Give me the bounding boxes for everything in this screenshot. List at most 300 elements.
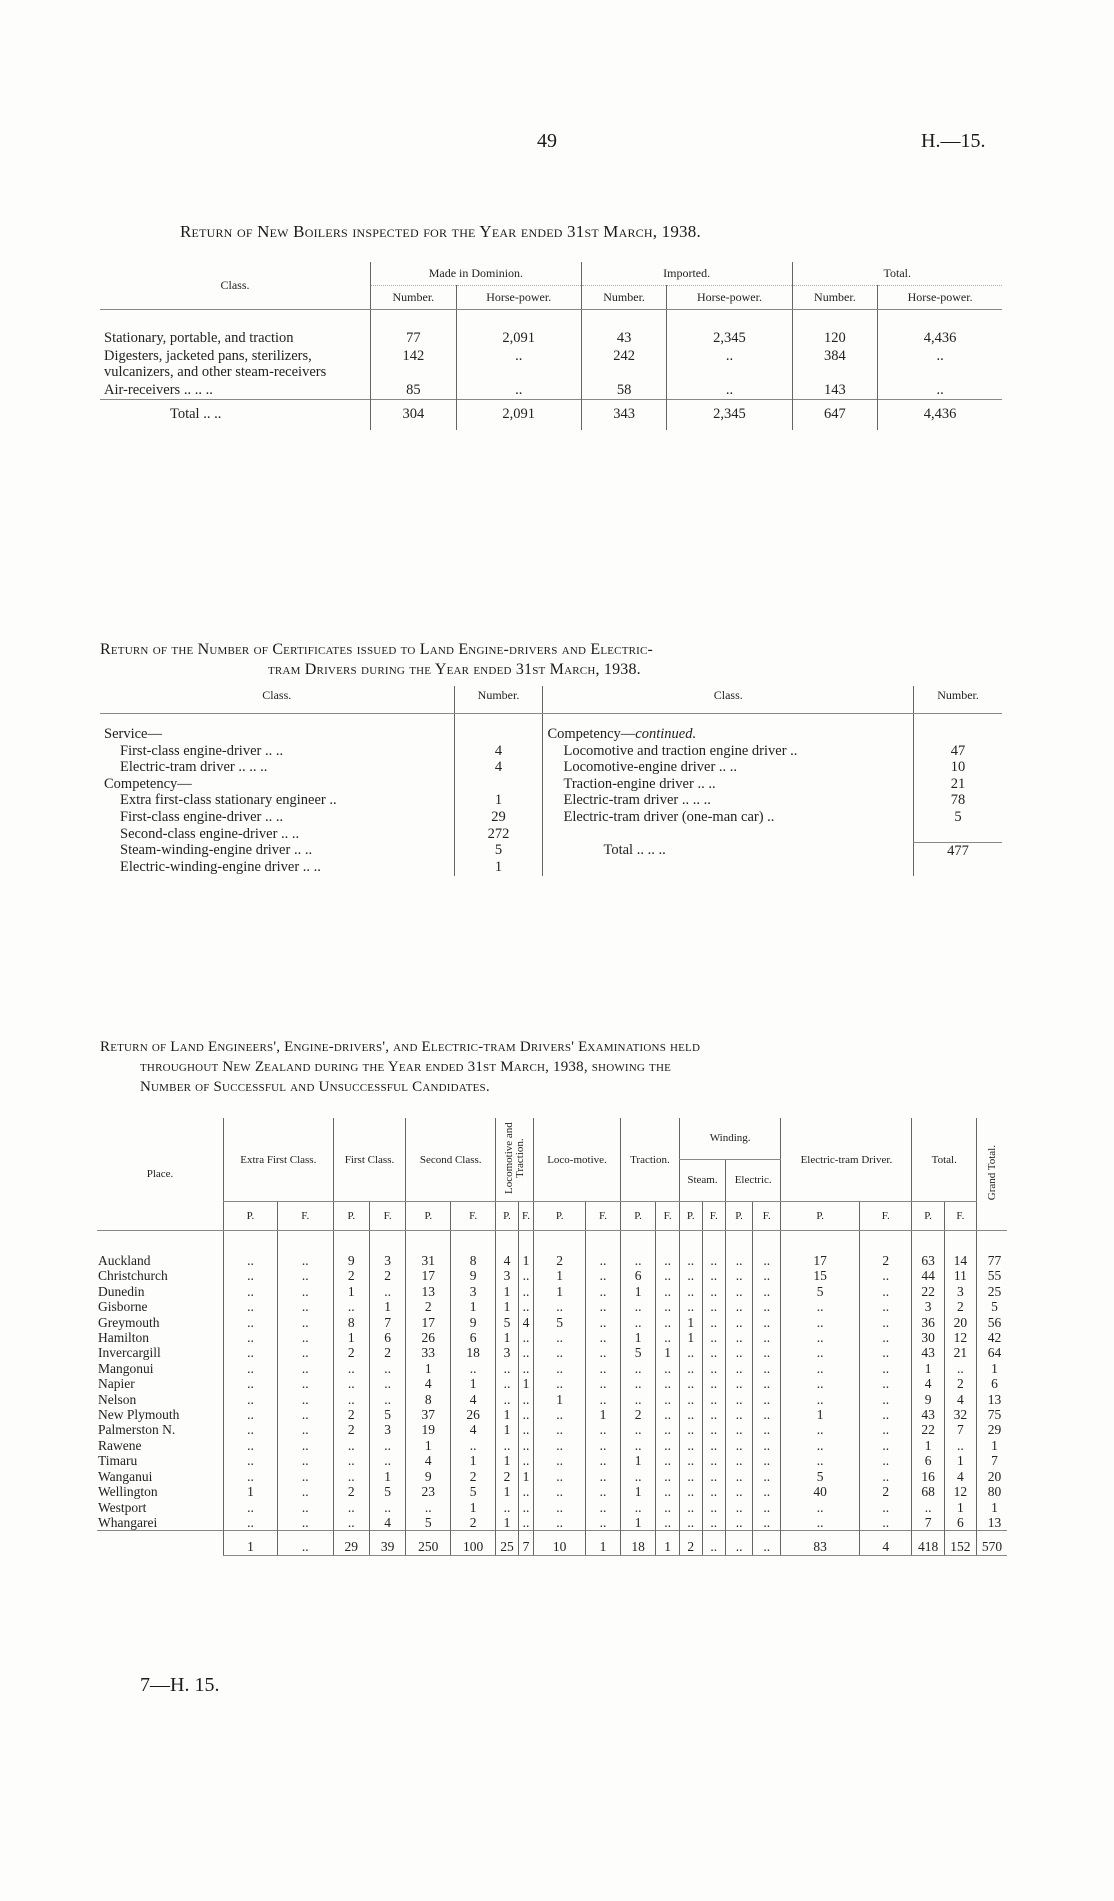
place-name: Whangarei bbox=[98, 1514, 158, 1530]
row-value: 1 bbox=[977, 1438, 1008, 1453]
row-value: .. bbox=[753, 1268, 781, 1283]
certificates-table bbox=[100, 686, 1002, 876]
row-value: .. bbox=[224, 1500, 278, 1515]
col-passed: P. bbox=[781, 1202, 860, 1231]
row-value: .. bbox=[753, 1438, 781, 1453]
row-value: .. bbox=[333, 1469, 369, 1484]
row-value: .. bbox=[860, 1515, 912, 1531]
left-number: 1 bbox=[454, 792, 543, 809]
row-value: .. bbox=[753, 1315, 781, 1330]
row-value: .. bbox=[224, 1361, 278, 1376]
row-value: .. bbox=[333, 1515, 369, 1531]
row-value: 1 bbox=[656, 1345, 680, 1360]
row-value: 6 bbox=[977, 1376, 1008, 1391]
row-value: 4 bbox=[496, 1231, 519, 1269]
row-value: .. bbox=[679, 1500, 702, 1515]
col-passed: P. bbox=[496, 1202, 519, 1231]
row-value: 2 bbox=[333, 1484, 369, 1499]
row-value: 1 bbox=[518, 1231, 533, 1269]
row-value: 5 bbox=[451, 1484, 496, 1499]
right-class: Locomotive and traction engine driver .. bbox=[543, 743, 914, 760]
row-value: 32 bbox=[944, 1407, 976, 1422]
col-failed: F. bbox=[860, 1202, 912, 1231]
place-name: Wanganui bbox=[98, 1468, 153, 1484]
row-value: .. bbox=[620, 1438, 655, 1453]
row-value: 5 bbox=[496, 1315, 519, 1330]
row-value: .. bbox=[781, 1345, 860, 1360]
row-value: 37 bbox=[406, 1407, 451, 1422]
row-value: 5 bbox=[781, 1284, 860, 1299]
row-value: .. bbox=[534, 1438, 586, 1453]
row-value: 7 bbox=[912, 1515, 944, 1531]
row-value: .. bbox=[753, 1469, 781, 1484]
table2-title-line2: tram Drivers during the Year ended 31st March, 1938. bbox=[268, 661, 641, 678]
row-value: 9 bbox=[451, 1268, 496, 1283]
row-value: 1 bbox=[224, 1484, 278, 1499]
row-value: .. bbox=[781, 1315, 860, 1330]
row-value: 22 bbox=[912, 1284, 944, 1299]
col-failed: F. bbox=[656, 1202, 680, 1231]
table-row bbox=[97, 1345, 1007, 1360]
row-value: .. bbox=[456, 347, 581, 381]
row-value: .. bbox=[725, 1515, 752, 1531]
place-name: Christchurch bbox=[98, 1268, 168, 1284]
row-value: 3 bbox=[369, 1231, 405, 1269]
table2-title-line1: Return of the Number of Certificates issued to Land Engine-drivers and Electric- bbox=[100, 641, 654, 658]
row-value: .. bbox=[224, 1345, 278, 1360]
row-value: .. bbox=[679, 1438, 702, 1453]
row-value: 36 bbox=[912, 1315, 944, 1330]
row-value: 1 bbox=[406, 1361, 451, 1376]
sub-number: Number. bbox=[581, 286, 667, 310]
row-value: .. bbox=[781, 1299, 860, 1314]
place-name: Dunedin bbox=[98, 1283, 145, 1299]
row-value: .. bbox=[333, 1299, 369, 1314]
row-value: .. bbox=[656, 1407, 680, 1422]
row-value: .. bbox=[679, 1268, 702, 1283]
row-value: .. bbox=[620, 1422, 655, 1437]
row-value: 143 bbox=[792, 381, 878, 400]
right-number bbox=[914, 714, 1002, 743]
row-value: 77 bbox=[977, 1231, 1008, 1269]
row-value: .. bbox=[656, 1500, 680, 1515]
row-value: .. bbox=[781, 1392, 860, 1407]
row-value: .. bbox=[277, 1330, 333, 1345]
row-value: .. bbox=[702, 1299, 725, 1314]
row-value: 1 bbox=[496, 1330, 519, 1345]
place-name: Hamilton bbox=[98, 1330, 149, 1346]
row-value: 3 bbox=[369, 1422, 405, 1437]
place-name: Timaru bbox=[98, 1453, 138, 1469]
total-value: 4,436 bbox=[878, 400, 1002, 431]
row-value: .. bbox=[369, 1438, 405, 1453]
row-value: .. bbox=[679, 1469, 702, 1484]
row-value: 14 bbox=[944, 1231, 976, 1269]
row-value: .. bbox=[860, 1469, 912, 1484]
row-value: 42 bbox=[977, 1330, 1008, 1345]
right-number: 10 bbox=[914, 759, 1002, 776]
row-value: 2 bbox=[944, 1376, 976, 1391]
row-value: 40 bbox=[781, 1484, 860, 1499]
row-value: 7 bbox=[369, 1315, 405, 1330]
row-value: 1 bbox=[944, 1500, 976, 1515]
row-value: .. bbox=[860, 1422, 912, 1437]
row-value: .. bbox=[518, 1422, 533, 1437]
row-value: .. bbox=[586, 1231, 621, 1269]
right-number: 5 bbox=[914, 809, 1002, 826]
row-value: 1 bbox=[534, 1392, 586, 1407]
row-value: 1 bbox=[451, 1500, 496, 1515]
row-label: Air-receivers .. .. .. bbox=[104, 382, 213, 398]
row-value: .. bbox=[586, 1299, 621, 1314]
row-value: 30 bbox=[912, 1330, 944, 1345]
row-value: 4 bbox=[912, 1376, 944, 1391]
row-value: .. bbox=[702, 1407, 725, 1422]
row-value: .. bbox=[753, 1500, 781, 1515]
row-value: .. bbox=[277, 1231, 333, 1269]
row-value: .. bbox=[224, 1407, 278, 1422]
total-value: 2,091 bbox=[456, 400, 581, 431]
row-value: .. bbox=[277, 1453, 333, 1468]
row-value: .. bbox=[860, 1376, 912, 1391]
row-value: .. bbox=[725, 1469, 752, 1484]
total-value: .. bbox=[277, 1531, 333, 1555]
row-value: .. bbox=[702, 1453, 725, 1468]
row-value: 2 bbox=[369, 1345, 405, 1360]
row-value: .. bbox=[944, 1438, 976, 1453]
col-passed: P. bbox=[620, 1202, 655, 1231]
col-failed: F. bbox=[702, 1202, 725, 1231]
row-value: .. bbox=[224, 1299, 278, 1314]
row-value: 1 bbox=[369, 1469, 405, 1484]
col-passed: P. bbox=[224, 1202, 278, 1231]
row-value: .. bbox=[656, 1284, 680, 1299]
left-number: 1 bbox=[454, 859, 543, 876]
row-value: .. bbox=[725, 1376, 752, 1391]
row-value: .. bbox=[586, 1422, 621, 1437]
total-value: 7 bbox=[518, 1531, 533, 1555]
total-value: 570 bbox=[977, 1531, 1008, 1555]
row-value: .. bbox=[725, 1422, 752, 1437]
row-value: 19 bbox=[406, 1422, 451, 1437]
row-value: .. bbox=[534, 1361, 586, 1376]
row-value: .. bbox=[702, 1500, 725, 1515]
row-value: 1 bbox=[679, 1315, 702, 1330]
row-value: .. bbox=[518, 1438, 533, 1453]
row-value: 1 bbox=[944, 1453, 976, 1468]
row-value: 20 bbox=[944, 1315, 976, 1330]
col-failed: F. bbox=[369, 1202, 405, 1231]
total-value: .. bbox=[753, 1531, 781, 1555]
row-value: 31 bbox=[406, 1231, 451, 1269]
row-label: Stationary, portable, and traction bbox=[104, 330, 294, 346]
row-value: .. bbox=[224, 1392, 278, 1407]
place-name: Mangonui bbox=[98, 1360, 154, 1376]
table-row bbox=[100, 759, 1002, 776]
row-value: 77 bbox=[371, 310, 457, 348]
row-value: .. bbox=[224, 1515, 278, 1531]
row-value: .. bbox=[679, 1345, 702, 1360]
row-value: 9 bbox=[912, 1392, 944, 1407]
row-value: .. bbox=[860, 1407, 912, 1422]
group-loco-traction: Locomotive and Traction. bbox=[502, 1122, 526, 1194]
row-value: 1 bbox=[369, 1299, 405, 1314]
row-value: 1 bbox=[451, 1453, 496, 1468]
row-value: 1 bbox=[451, 1299, 496, 1314]
right-heading: Competency— bbox=[547, 726, 636, 742]
row-value: .. bbox=[518, 1484, 533, 1499]
row-value: .. bbox=[656, 1438, 680, 1453]
table-row bbox=[97, 1361, 1007, 1376]
row-value: .. bbox=[369, 1284, 405, 1299]
row-value: .. bbox=[753, 1231, 781, 1269]
col-place: Place. bbox=[97, 1118, 224, 1231]
table-row bbox=[97, 1453, 1007, 1468]
row-value: .. bbox=[725, 1330, 752, 1345]
row-value: .. bbox=[679, 1299, 702, 1314]
table-row bbox=[100, 809, 1002, 826]
winding-electric: Electric. bbox=[725, 1159, 780, 1201]
row-value: .. bbox=[753, 1422, 781, 1437]
row-value: .. bbox=[912, 1500, 944, 1515]
table-row bbox=[97, 1422, 1007, 1437]
row-value: .. bbox=[518, 1361, 533, 1376]
col-failed: F. bbox=[451, 1202, 496, 1231]
row-value: 5 bbox=[369, 1484, 405, 1499]
row-value: .. bbox=[277, 1407, 333, 1422]
right-total-value: 477 bbox=[914, 842, 1002, 859]
row-value: 6 bbox=[912, 1453, 944, 1468]
left-class: First-class engine-driver .. .. bbox=[120, 808, 284, 825]
row-value: .. bbox=[753, 1392, 781, 1407]
row-value: 44 bbox=[912, 1268, 944, 1283]
left-number bbox=[454, 776, 543, 793]
row-value: .. bbox=[406, 1500, 451, 1515]
row-value: 2 bbox=[333, 1407, 369, 1422]
left-number: 4 bbox=[454, 743, 543, 760]
table1-title: Return of New Boilers inspected for the Year ended 31st March, 1938. bbox=[180, 222, 701, 241]
col-failed: F. bbox=[277, 1202, 333, 1231]
row-value: 2 bbox=[944, 1299, 976, 1314]
right-total-label: Total .. .. .. bbox=[543, 842, 914, 859]
row-value: .. bbox=[586, 1515, 621, 1531]
row-value: .. bbox=[878, 381, 1002, 400]
row-value: .. bbox=[534, 1484, 586, 1499]
place-name: Gisborne bbox=[98, 1299, 148, 1315]
row-value: .. bbox=[725, 1453, 752, 1468]
row-value: .. bbox=[586, 1453, 621, 1468]
row-value: .. bbox=[586, 1361, 621, 1376]
row-value: .. bbox=[451, 1361, 496, 1376]
page-footer: 7—H. 15. bbox=[140, 1674, 220, 1696]
total-value: 2,345 bbox=[667, 400, 792, 431]
row-value: .. bbox=[656, 1299, 680, 1314]
row-value: .. bbox=[860, 1315, 912, 1330]
row-value: .. bbox=[781, 1422, 860, 1437]
row-value: 2 bbox=[451, 1469, 496, 1484]
row-value: .. bbox=[860, 1268, 912, 1283]
row-value: .. bbox=[781, 1500, 860, 1515]
left-class: First-class engine-driver .. .. bbox=[120, 742, 284, 759]
row-value: .. bbox=[725, 1484, 752, 1499]
row-value: 1 bbox=[496, 1407, 519, 1422]
table-row bbox=[100, 743, 1002, 760]
row-value: 3 bbox=[944, 1284, 976, 1299]
left-number: 29 bbox=[454, 809, 543, 826]
row-value: 5 bbox=[781, 1469, 860, 1484]
new-boilers-table bbox=[100, 262, 1002, 430]
row-value: .. bbox=[277, 1500, 333, 1515]
row-value: 1 bbox=[333, 1284, 369, 1299]
total-value: 647 bbox=[792, 400, 878, 431]
row-value: .. bbox=[702, 1268, 725, 1283]
row-value: 5 bbox=[534, 1315, 586, 1330]
group-imported: Imported. bbox=[581, 262, 792, 286]
row-value: .. bbox=[333, 1361, 369, 1376]
row-value: 17 bbox=[406, 1315, 451, 1330]
row-value: .. bbox=[277, 1361, 333, 1376]
table-row bbox=[100, 826, 1002, 843]
row-value: .. bbox=[753, 1330, 781, 1345]
row-value: .. bbox=[518, 1299, 533, 1314]
row-value: 2 bbox=[496, 1469, 519, 1484]
row-value: .. bbox=[586, 1469, 621, 1484]
row-value: .. bbox=[620, 1361, 655, 1376]
row-value: 4 bbox=[406, 1453, 451, 1468]
row-value: .. bbox=[860, 1361, 912, 1376]
row-value: 20 bbox=[977, 1469, 1008, 1484]
row-value: .. bbox=[679, 1392, 702, 1407]
row-value: .. bbox=[586, 1500, 621, 1515]
row-value: .. bbox=[725, 1268, 752, 1283]
row-value: 2 bbox=[860, 1484, 912, 1499]
table-row bbox=[100, 792, 1002, 809]
total-value: 25 bbox=[496, 1531, 519, 1555]
row-value: .. bbox=[725, 1500, 752, 1515]
row-value: 1 bbox=[912, 1438, 944, 1453]
row-value: 2 bbox=[534, 1231, 586, 1269]
row-value: .. bbox=[534, 1453, 586, 1468]
row-value: .. bbox=[725, 1345, 752, 1360]
left-class: Competency— bbox=[104, 775, 192, 792]
row-value: .. bbox=[753, 1376, 781, 1391]
row-value: 26 bbox=[406, 1330, 451, 1345]
row-value: 1 bbox=[518, 1469, 533, 1484]
row-value: .. bbox=[725, 1299, 752, 1314]
sub-number: Number. bbox=[371, 286, 457, 310]
row-value: 64 bbox=[977, 1345, 1008, 1360]
row-value: .. bbox=[620, 1231, 655, 1269]
table-row bbox=[97, 1284, 1007, 1299]
total-value: .. bbox=[702, 1531, 725, 1555]
row-value: 8 bbox=[406, 1392, 451, 1407]
row-value: .. bbox=[656, 1268, 680, 1283]
row-value: .. bbox=[702, 1330, 725, 1345]
row-value: 15 bbox=[781, 1268, 860, 1283]
total-value: 1 bbox=[586, 1531, 621, 1555]
row-value: .. bbox=[586, 1345, 621, 1360]
row-value: .. bbox=[656, 1422, 680, 1437]
place-name: New Plymouth bbox=[98, 1407, 180, 1423]
place-name: Nelson bbox=[98, 1391, 137, 1407]
row-value: 2 bbox=[406, 1299, 451, 1314]
row-value: .. bbox=[586, 1315, 621, 1330]
table-row bbox=[97, 1299, 1007, 1314]
row-value: 4 bbox=[406, 1376, 451, 1391]
row-value: 4 bbox=[369, 1515, 405, 1531]
col-class-right: Class. bbox=[543, 686, 914, 714]
row-value: 18 bbox=[451, 1345, 496, 1360]
total-value: 83 bbox=[781, 1531, 860, 1555]
row-value: 1 bbox=[406, 1438, 451, 1453]
row-value: 75 bbox=[977, 1407, 1008, 1422]
row-value: 3 bbox=[496, 1345, 519, 1360]
row-value: 2 bbox=[333, 1422, 369, 1437]
row-value: .. bbox=[725, 1315, 752, 1330]
row-value: .. bbox=[369, 1361, 405, 1376]
row-value: 4 bbox=[451, 1422, 496, 1437]
table-row bbox=[100, 714, 1002, 743]
row-value: .. bbox=[586, 1438, 621, 1453]
row-value: 120 bbox=[792, 310, 878, 348]
row-value: .. bbox=[620, 1392, 655, 1407]
row-value: .. bbox=[518, 1453, 533, 1468]
row-value: .. bbox=[496, 1500, 519, 1515]
row-value: .. bbox=[679, 1484, 702, 1499]
row-value: .. bbox=[753, 1345, 781, 1360]
right-class: Electric-tram driver .. .. .. bbox=[543, 792, 914, 809]
row-value: .. bbox=[333, 1453, 369, 1468]
row-value: .. bbox=[656, 1515, 680, 1531]
row-value: 1 bbox=[679, 1330, 702, 1345]
row-value: .. bbox=[518, 1500, 533, 1515]
row-value: .. bbox=[702, 1438, 725, 1453]
total-value: 1 bbox=[656, 1531, 680, 1555]
sub-horsepower: Horse-power. bbox=[456, 286, 581, 310]
table-row bbox=[100, 347, 1002, 381]
place-name: Palmerston N. bbox=[98, 1422, 176, 1438]
row-value: .. bbox=[860, 1284, 912, 1299]
row-value: .. bbox=[679, 1376, 702, 1391]
row-value: .. bbox=[277, 1284, 333, 1299]
row-value: .. bbox=[456, 381, 581, 400]
row-value: .. bbox=[277, 1299, 333, 1314]
col-class-left: Class. bbox=[100, 686, 454, 714]
group-traction: Traction. bbox=[620, 1118, 679, 1202]
col-failed: F. bbox=[586, 1202, 621, 1231]
row-value: .. bbox=[702, 1469, 725, 1484]
row-value: 43 bbox=[912, 1345, 944, 1360]
group-total: Total. bbox=[912, 1118, 977, 1202]
table-row bbox=[97, 1231, 1007, 1269]
row-value: 1 bbox=[534, 1284, 586, 1299]
row-value: .. bbox=[702, 1315, 725, 1330]
table-row bbox=[97, 1268, 1007, 1283]
row-value: 242 bbox=[581, 347, 667, 381]
left-number: 4 bbox=[454, 759, 543, 776]
group-second: Second Class. bbox=[406, 1118, 496, 1202]
place-name: Invercargill bbox=[98, 1345, 161, 1361]
left-class: Service— bbox=[104, 726, 162, 742]
row-value: .. bbox=[224, 1330, 278, 1345]
right-number: 78 bbox=[914, 792, 1002, 809]
col-number-right: Number. bbox=[914, 686, 1002, 714]
row-value: .. bbox=[656, 1231, 680, 1269]
total-value: 343 bbox=[581, 400, 667, 431]
row-value: .. bbox=[860, 1500, 912, 1515]
row-value: .. bbox=[518, 1515, 533, 1531]
row-value: .. bbox=[781, 1515, 860, 1531]
